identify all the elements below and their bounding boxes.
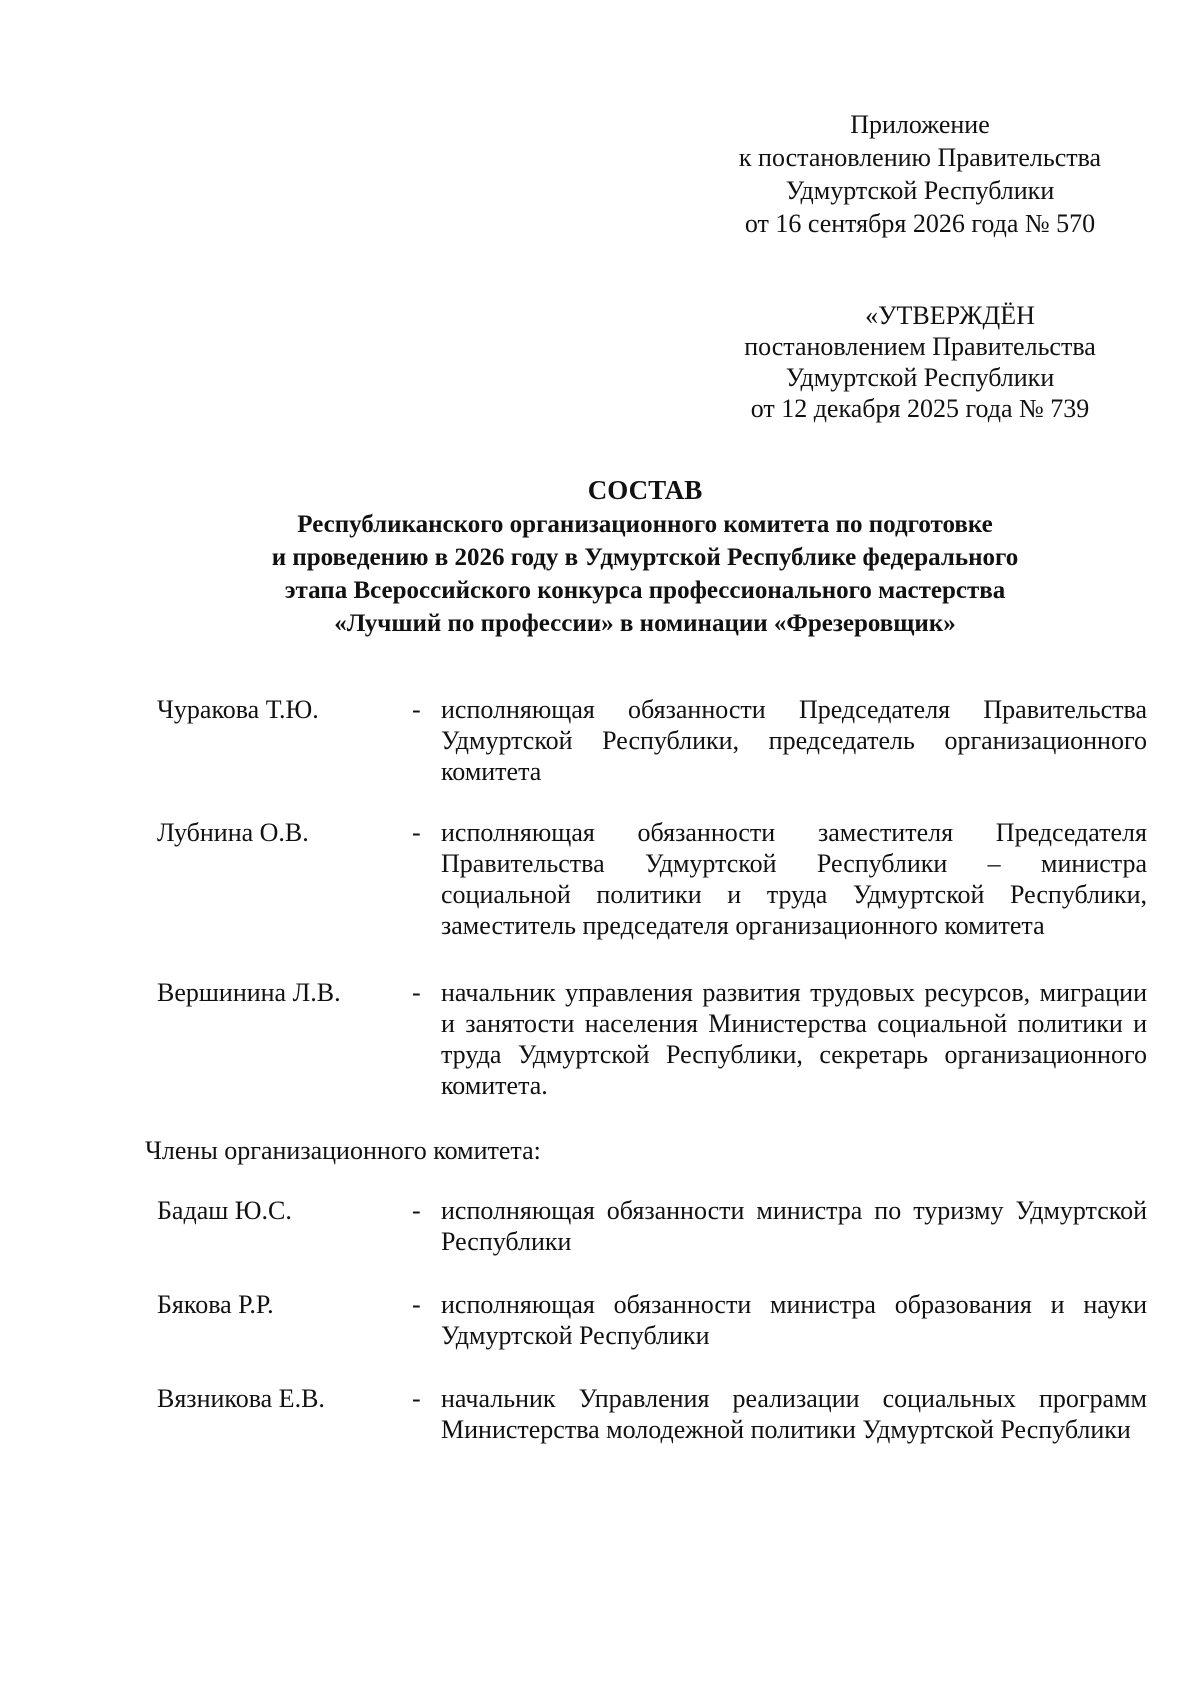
member-name: Чуракова Т.Ю.	[157, 695, 319, 724]
committee-entry	[157, 977, 1147, 1101]
appendix-line-4: от 16 сентября 2026 года № 570	[744, 209, 1096, 238]
heading-line-1: Республиканского организационного комитета по подготовке	[297, 511, 993, 538]
member-position: начальник управления развития трудовых ресурсов, миграции и занятости населения Министерства социальной политики и труда Удмуртской Республики, секретарь организационного комитета.	[441, 978, 1147, 1100]
member-name: Лубнина О.В.	[157, 818, 309, 847]
committee-entry	[157, 1289, 1147, 1351]
appendix-block	[700, 108, 1140, 240]
committee-entry	[157, 1383, 1147, 1445]
heading-line-2: и проведению в 2026 году в Удмуртской Республике федерального	[271, 544, 1019, 571]
member-position: исполняющая обязанности министра по туризму Удмуртской Республики	[441, 1196, 1147, 1256]
appendix-line-3: Удмуртской Республики	[785, 176, 1055, 205]
member-position: исполняющая обязанности заместителя Председателя Правительства Удмуртской Республики – министра социальной политики и труда Удмуртской Республики, заместитель председателя организационного комитета	[441, 818, 1147, 940]
member-name: Вязникова Е.В.	[157, 1384, 325, 1413]
heading-line-3: этапа Всероссийского конкурса профессионального мастерства	[284, 577, 1006, 604]
approval-block	[700, 300, 1140, 424]
member-position: исполняющая обязанности Председателя Правительства Удмуртской Республики, председатель организационного комитета	[441, 695, 1147, 786]
member-name: Бякова Р.Р.	[157, 1290, 274, 1319]
committee-entry	[157, 694, 1147, 787]
committee-list	[145, 694, 1147, 1445]
members-section-label: Члены организационного комитета:	[145, 1136, 541, 1165]
document-heading	[145, 472, 1145, 640]
appendix-line-1: Приложение	[850, 110, 990, 139]
entry-dash: -	[412, 695, 421, 724]
member-position: начальник Управления реализации социальных программ Министерства молодежной политики Удмуртской Республики	[441, 1384, 1147, 1444]
member-name: Бадаш Ю.С.	[157, 1196, 292, 1225]
member-position: исполняющая обязанности министра образования и науки Удмуртской Республики	[441, 1290, 1147, 1350]
heading-line-4: «Лучший по профессии» в номинации «Фрезеровщик»	[334, 610, 956, 637]
approval-line-3: Удмуртской Республики	[785, 363, 1055, 392]
document-title: СОСТАВ	[587, 475, 703, 505]
entry-dash: -	[412, 1290, 421, 1319]
appendix-line-2: к постановлению Правительства	[738, 143, 1102, 172]
entry-dash: -	[412, 1384, 421, 1413]
entry-dash: -	[412, 1196, 421, 1225]
entry-dash: -	[412, 978, 421, 1007]
approval-line-1: «УТВЕРЖДЁН	[865, 301, 1035, 330]
committee-entry	[157, 1195, 1147, 1257]
entry-dash: -	[412, 818, 421, 847]
approval-line-4: от 12 декабря 2025 года № 739	[750, 394, 1090, 423]
approval-line-2: постановлением Правительства	[744, 332, 1096, 361]
committee-entry	[157, 817, 1147, 941]
member-name: Вершинина Л.В.	[157, 978, 341, 1007]
